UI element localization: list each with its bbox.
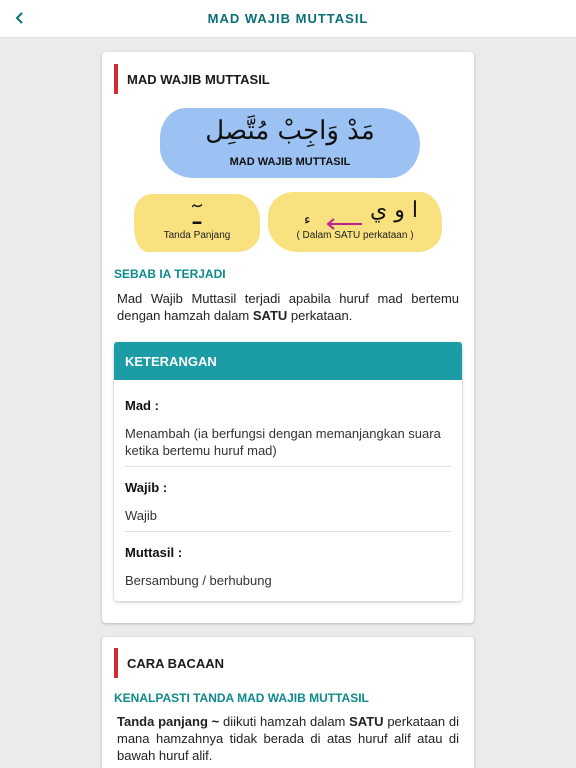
- term-label: Muttasil :: [125, 545, 183, 560]
- divider: [125, 466, 451, 467]
- keterangan-item: [125, 398, 451, 459]
- term-definition: Bersambung / berhubung: [125, 573, 272, 588]
- sebab-text-end: perkataan.: [287, 308, 353, 323]
- term-definition: Menambah (ia berfungsi dengan memanjangkan suara ketika bertemu huruf mad): [125, 426, 441, 458]
- mad-letters: ا و ي: [370, 198, 418, 223]
- term-label: Mad :: [125, 398, 159, 413]
- cara-text: diikuti hamzah dalam: [219, 714, 350, 729]
- term-definition: Wajib: [125, 508, 158, 523]
- arrow-left-icon: [324, 218, 364, 230]
- section-title: MAD WAJIB MUTTASIL: [127, 72, 270, 87]
- section-title: CARA BACAAN: [127, 656, 225, 671]
- sebab-bold: SATU: [252, 308, 288, 323]
- satu-bold: SATU: [349, 714, 384, 729]
- sebab-paragraph: [117, 290, 459, 324]
- section-header: [114, 648, 454, 678]
- divider: [125, 531, 451, 532]
- page-title: MAD WAJIB MUTTASIL: [207, 11, 369, 26]
- keterangan-title: KETERANGAN: [125, 354, 217, 369]
- keterangan-box: [114, 342, 462, 601]
- satu-perkataan-label: ( Dalam SATU perkataan ): [296, 230, 414, 241]
- tanda-panjang-label: Tanda Panjang: [163, 230, 231, 241]
- arabic-title: مَدْ وَاجِبْ مُتَّصِل: [205, 116, 375, 146]
- sebab-text: Mad Wajib Muttasil terjadi apabila huruf mad bertemu dengan hamzah dalam: [117, 291, 459, 323]
- cara-bacaan-paragraph: [117, 713, 459, 764]
- term-label: Wajib :: [125, 480, 168, 495]
- keterangan-header: [114, 342, 462, 380]
- illustration: [132, 106, 444, 258]
- cara-bacaan-card: [102, 637, 474, 768]
- kenalpasti-heading: KENALPASTI TANDA MAD WAJIB MUTTASIL: [114, 691, 369, 705]
- mad-sign-glyph: ـٓ: [192, 198, 202, 231]
- sebab-heading: SEBAB IA TERJADI: [114, 267, 226, 281]
- top-bar: [0, 0, 576, 38]
- cara-text-end: perkataan di mana hamzahnya tidak berada di atas huruf alif atau di bawah huruf alif.: [117, 714, 460, 763]
- section-header: [114, 64, 454, 94]
- tanda-panjang-bold: Tanda panjang ~: [117, 714, 220, 729]
- hamzah-glyph: ء: [304, 212, 311, 228]
- keterangan-item: [125, 480, 451, 524]
- mad-wajib-card: [102, 52, 474, 623]
- latin-title: MAD WAJIB MUTTASIL: [229, 156, 351, 168]
- keterangan-item: [125, 545, 451, 589]
